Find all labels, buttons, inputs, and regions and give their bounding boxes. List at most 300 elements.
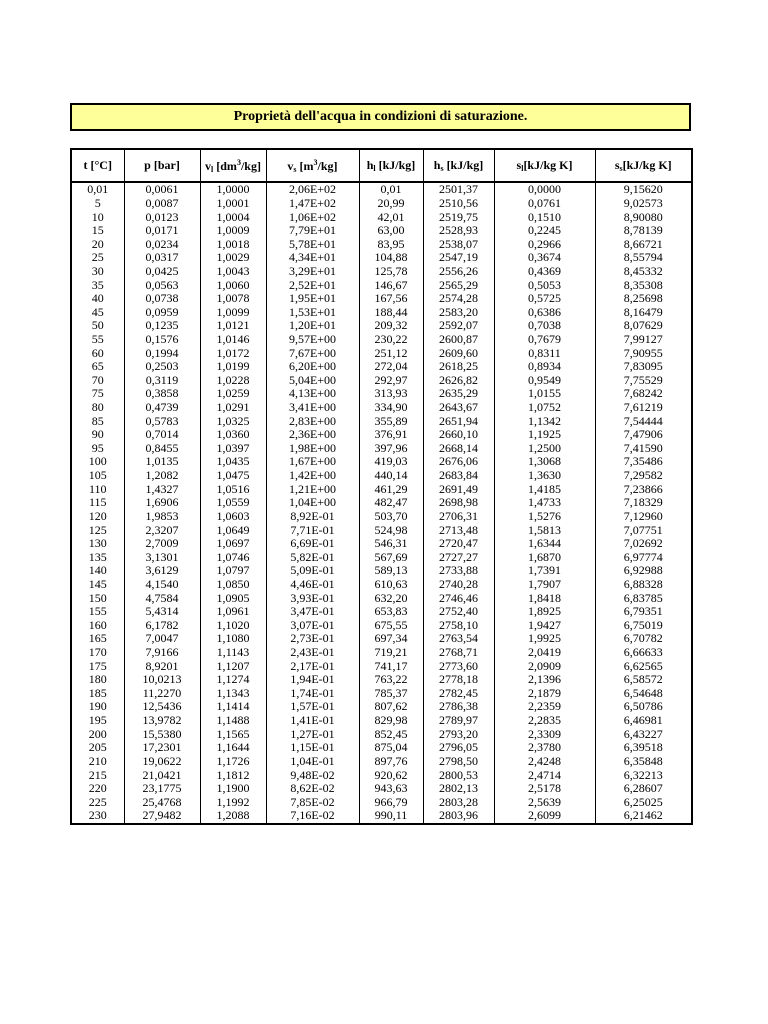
cell-ss: 7,83095 — [595, 360, 692, 374]
cell-hs: 2565,29 — [423, 278, 494, 292]
cell-hs: 2713,48 — [423, 523, 494, 537]
cell-vl: 1,1207 — [200, 659, 266, 673]
cell-vs: 7,79E+01 — [266, 224, 359, 238]
cell-vs: 3,47E-01 — [266, 605, 359, 619]
cell-ss: 8,45332 — [595, 265, 692, 279]
cell-hs: 2643,67 — [423, 401, 494, 415]
cell-ss: 6,32213 — [595, 768, 692, 782]
cell-vl: 1,0043 — [200, 265, 266, 279]
cell-pressure: 0,4739 — [124, 401, 200, 415]
cell-hs: 2800,53 — [423, 768, 494, 782]
table-row — [71, 741, 692, 755]
cell-hs: 2786,38 — [423, 700, 494, 714]
cell-ss: 6,46981 — [595, 714, 692, 728]
cell-sl: 2,4248 — [494, 755, 595, 769]
table-title — [70, 103, 691, 131]
cell-temperature: 195 — [71, 714, 124, 728]
cell-hs: 2600,87 — [423, 333, 494, 347]
table-row — [71, 659, 692, 673]
cell-vl: 1,0905 — [200, 591, 266, 605]
cell-vs: 1,47E+02 — [266, 197, 359, 211]
cell-vl: 1,1080 — [200, 632, 266, 646]
table-row — [71, 809, 692, 824]
cell-temperature: 175 — [71, 659, 124, 673]
cell-temperature: 90 — [71, 428, 124, 442]
cell-vl: 1,0435 — [200, 455, 266, 469]
cell-vl: 1,0009 — [200, 224, 266, 238]
cell-vl: 1,0797 — [200, 564, 266, 578]
cell-ss: 6,92988 — [595, 564, 692, 578]
cell-hs: 2691,49 — [423, 482, 494, 496]
cell-pressure: 7,9166 — [124, 646, 200, 660]
cell-hl: 807,62 — [359, 700, 423, 714]
cell-vs: 1,57E-01 — [266, 700, 359, 714]
header-temperature: t [°C] — [71, 149, 124, 182]
cell-hl: 632,20 — [359, 591, 423, 605]
cell-hl: 355,89 — [359, 414, 423, 428]
cell-sl: 1,2500 — [494, 442, 595, 456]
cell-pressure: 0,0738 — [124, 292, 200, 306]
cell-vl: 1,0259 — [200, 387, 266, 401]
table-row — [71, 496, 692, 510]
cell-vs: 7,85E-02 — [266, 795, 359, 809]
cell-ss: 6,39518 — [595, 741, 692, 755]
cell-hl: 125,78 — [359, 265, 423, 279]
cell-pressure: 0,0123 — [124, 210, 200, 224]
cell-vl: 1,0228 — [200, 374, 266, 388]
cell-temperature: 145 — [71, 578, 124, 592]
table-row — [71, 510, 692, 524]
cell-temperature: 60 — [71, 346, 124, 360]
cell-sl: 1,0752 — [494, 401, 595, 415]
cell-hl: 785,37 — [359, 687, 423, 701]
cell-hl: 741,17 — [359, 659, 423, 673]
cell-vs: 4,34E+01 — [266, 251, 359, 265]
cell-vl: 1,0697 — [200, 537, 266, 551]
cell-sl: 1,7391 — [494, 564, 595, 578]
cell-ss: 7,07751 — [595, 523, 692, 537]
cell-vl: 1,1992 — [200, 795, 266, 809]
cell-sl: 2,6099 — [494, 809, 595, 824]
cell-ss: 6,35848 — [595, 755, 692, 769]
cell-temperature: 25 — [71, 251, 124, 265]
cell-vs: 2,52E+01 — [266, 278, 359, 292]
cell-pressure: 8,9201 — [124, 659, 200, 673]
cell-vl: 1,0018 — [200, 237, 266, 251]
cell-temperature: 200 — [71, 727, 124, 741]
table-row — [71, 578, 692, 592]
cell-temperature: 110 — [71, 482, 124, 496]
cell-vs: 3,93E-01 — [266, 591, 359, 605]
cell-sl: 1,6870 — [494, 550, 595, 564]
cell-hs: 2592,07 — [423, 319, 494, 333]
cell-hs: 2727,27 — [423, 550, 494, 564]
cell-hl: 943,63 — [359, 782, 423, 796]
cell-temperature: 115 — [71, 496, 124, 510]
table-title-text: Proprietà dell'acqua in condizioni di saturazione. — [233, 109, 528, 124]
cell-hs: 2733,88 — [423, 564, 494, 578]
cell-vl: 1,0746 — [200, 550, 266, 564]
table-row — [71, 755, 692, 769]
cell-ss: 7,35486 — [595, 455, 692, 469]
cell-hl: 875,04 — [359, 741, 423, 755]
cell-hs: 2651,94 — [423, 414, 494, 428]
cell-hl: 524,98 — [359, 523, 423, 537]
cell-vl: 1,0397 — [200, 442, 266, 456]
cell-pressure: 0,0959 — [124, 305, 200, 319]
header-specific-volume-liquid: $v_l$ $[dm^3/kg]$ — [200, 149, 266, 182]
cell-temperature: 15 — [71, 224, 124, 238]
cell-hl: 20,99 — [359, 197, 423, 211]
cell-vs: 2,36E+00 — [266, 428, 359, 442]
cell-vl: 1,0516 — [200, 482, 266, 496]
cell-hl: 966,79 — [359, 795, 423, 809]
cell-hs: 2683,84 — [423, 469, 494, 483]
cell-hl: 292,97 — [359, 374, 423, 388]
cell-pressure: 0,7014 — [124, 428, 200, 442]
table-row — [71, 482, 692, 496]
cell-hs: 2660,10 — [423, 428, 494, 442]
cell-vs: 1,42E+00 — [266, 469, 359, 483]
cell-ss: 9,15620 — [595, 182, 692, 197]
cell-sl: 2,5178 — [494, 782, 595, 796]
cell-ss: 8,90080 — [595, 210, 692, 224]
cell-hs: 2668,14 — [423, 442, 494, 456]
header-pressure: p [bar] — [124, 149, 200, 182]
cell-hl: 675,55 — [359, 619, 423, 633]
cell-hs: 2574,28 — [423, 292, 494, 306]
cell-pressure: 7,0047 — [124, 632, 200, 646]
table-row — [71, 537, 692, 551]
cell-ss: 6,62565 — [595, 659, 692, 673]
cell-ss: 7,12960 — [595, 510, 692, 524]
cell-ss: 7,18329 — [595, 496, 692, 510]
cell-sl: 2,3780 — [494, 741, 595, 755]
cell-pressure: 11,2270 — [124, 687, 200, 701]
cell-hs: 2583,20 — [423, 305, 494, 319]
cell-temperature: 30 — [71, 265, 124, 279]
cell-sl: 0,0000 — [494, 182, 595, 197]
cell-vl: 1,1644 — [200, 741, 266, 755]
cell-ss: 7,68242 — [595, 387, 692, 401]
cell-pressure: 1,6906 — [124, 496, 200, 510]
cell-pressure: 23,1775 — [124, 782, 200, 796]
cell-sl: 1,9427 — [494, 619, 595, 633]
cell-ss: 8,55794 — [595, 251, 692, 265]
cell-hl: 610,63 — [359, 578, 423, 592]
cell-pressure: 1,4327 — [124, 482, 200, 496]
cell-hl: 546,31 — [359, 537, 423, 551]
cell-hs: 2789,97 — [423, 714, 494, 728]
cell-hs: 2720,47 — [423, 537, 494, 551]
cell-ss: 8,66721 — [595, 237, 692, 251]
table-row — [71, 714, 692, 728]
table-row — [71, 442, 692, 456]
cell-hs: 2698,98 — [423, 496, 494, 510]
cell-hs: 2802,13 — [423, 782, 494, 796]
cell-pressure: 0,8455 — [124, 442, 200, 456]
cell-hs: 2547,19 — [423, 251, 494, 265]
cell-ss: 7,47906 — [595, 428, 692, 442]
cell-hs: 2618,25 — [423, 360, 494, 374]
cell-vs: 8,92E-01 — [266, 510, 359, 524]
cell-hs: 2796,05 — [423, 741, 494, 755]
cell-hs: 2746,46 — [423, 591, 494, 605]
cell-ss: 6,79351 — [595, 605, 692, 619]
cell-ss: 7,61219 — [595, 401, 692, 415]
cell-vl: 1,0559 — [200, 496, 266, 510]
cell-hl: 313,93 — [359, 387, 423, 401]
cell-temperature: 80 — [71, 401, 124, 415]
cell-temperature: 210 — [71, 755, 124, 769]
cell-vl: 1,0961 — [200, 605, 266, 619]
cell-ss: 6,97774 — [595, 550, 692, 564]
cell-pressure: 0,0563 — [124, 278, 200, 292]
cell-vs: 7,67E+00 — [266, 346, 359, 360]
cell-hl: 829,98 — [359, 714, 423, 728]
cell-sl: 1,6344 — [494, 537, 595, 551]
cell-vs: 9,57E+00 — [266, 333, 359, 347]
cell-temperature: 150 — [71, 591, 124, 605]
cell-vl: 1,0360 — [200, 428, 266, 442]
cell-temperature: 170 — [71, 646, 124, 660]
cell-hl: 376,91 — [359, 428, 423, 442]
cell-hl: 146,67 — [359, 278, 423, 292]
table-row — [71, 305, 692, 319]
cell-pressure: 0,3119 — [124, 374, 200, 388]
cell-hs: 2510,56 — [423, 197, 494, 211]
cell-pressure: 0,1576 — [124, 333, 200, 347]
cell-vs: 1,04E-01 — [266, 755, 359, 769]
cell-hl: 461,29 — [359, 482, 423, 496]
cell-temperature: 95 — [71, 442, 124, 456]
table-row — [71, 727, 692, 741]
cell-hs: 2626,82 — [423, 374, 494, 388]
cell-sl: 0,6386 — [494, 305, 595, 319]
table-row — [71, 237, 692, 251]
cell-hl: 920,62 — [359, 768, 423, 782]
cell-vs: 3,07E-01 — [266, 619, 359, 633]
cell-sl: 1,8925 — [494, 605, 595, 619]
cell-sl: 1,9925 — [494, 632, 595, 646]
cell-temperature: 70 — [71, 374, 124, 388]
cell-vl: 1,0850 — [200, 578, 266, 592]
cell-pressure: 0,3858 — [124, 387, 200, 401]
table-row — [71, 605, 692, 619]
cell-vs: 2,06E+02 — [266, 182, 359, 197]
cell-hl: 763,22 — [359, 673, 423, 687]
cell-temperature: 20 — [71, 237, 124, 251]
cell-pressure: 13,9782 — [124, 714, 200, 728]
cell-vl: 1,0172 — [200, 346, 266, 360]
cell-vs: 1,41E-01 — [266, 714, 359, 728]
cell-temperature: 40 — [71, 292, 124, 306]
cell-hl: 83,95 — [359, 237, 423, 251]
cell-vs: 1,04E+00 — [266, 496, 359, 510]
cell-hl: 230,22 — [359, 333, 423, 347]
table-row — [71, 768, 692, 782]
cell-hl: 0,01 — [359, 182, 423, 197]
cell-sl: 0,7679 — [494, 333, 595, 347]
cell-temperature: 45 — [71, 305, 124, 319]
cell-temperature: 10 — [71, 210, 124, 224]
table-row — [71, 319, 692, 333]
cell-hl: 440,14 — [359, 469, 423, 483]
cell-vs: 6,69E-01 — [266, 537, 359, 551]
cell-hl: 272,04 — [359, 360, 423, 374]
cell-vs: 1,98E+00 — [266, 442, 359, 456]
cell-ss: 6,75019 — [595, 619, 692, 633]
cell-vs: 1,67E+00 — [266, 455, 359, 469]
saturation-table — [70, 148, 693, 825]
cell-sl: 0,8934 — [494, 360, 595, 374]
cell-ss: 7,41590 — [595, 442, 692, 456]
cell-ss: 6,25025 — [595, 795, 692, 809]
cell-temperature: 100 — [71, 455, 124, 469]
cell-ss: 7,99127 — [595, 333, 692, 347]
cell-hl: 567,69 — [359, 550, 423, 564]
header-enthalpy-liquid: $h_l$ [kJ/kg] — [359, 149, 423, 182]
cell-temperature: 225 — [71, 795, 124, 809]
table-row — [71, 333, 692, 347]
cell-sl: 2,2835 — [494, 714, 595, 728]
cell-sl: 1,4185 — [494, 482, 595, 496]
table-row — [71, 646, 692, 660]
table-row — [71, 619, 692, 633]
cell-sl: 2,5639 — [494, 795, 595, 809]
cell-temperature: 5 — [71, 197, 124, 211]
cell-pressure: 21,0421 — [124, 768, 200, 782]
cell-ss: 7,02692 — [595, 537, 692, 551]
cell-temperature: 55 — [71, 333, 124, 347]
cell-vs: 9,48E-02 — [266, 768, 359, 782]
cell-vs: 1,27E-01 — [266, 727, 359, 741]
cell-pressure: 0,0171 — [124, 224, 200, 238]
cell-temperature: 165 — [71, 632, 124, 646]
cell-vl: 1,1414 — [200, 700, 266, 714]
cell-pressure: 25,4768 — [124, 795, 200, 809]
cell-sl: 2,1396 — [494, 673, 595, 687]
cell-vl: 1,1488 — [200, 714, 266, 728]
table-row — [71, 469, 692, 483]
header-entropy-vapor: $s_s[kJ/kg$ K] — [595, 149, 692, 182]
cell-hs: 2793,20 — [423, 727, 494, 741]
cell-ss: 7,29582 — [595, 469, 692, 483]
cell-sl: 0,3674 — [494, 251, 595, 265]
cell-vs: 1,21E+00 — [266, 482, 359, 496]
cell-sl: 1,0155 — [494, 387, 595, 401]
cell-vl: 1,1900 — [200, 782, 266, 796]
cell-pressure: 0,1235 — [124, 319, 200, 333]
cell-hl: 589,13 — [359, 564, 423, 578]
cell-vl: 1,1343 — [200, 687, 266, 701]
cell-vl: 1,1143 — [200, 646, 266, 660]
cell-ss: 6,88328 — [595, 578, 692, 592]
cell-vl: 1,0121 — [200, 319, 266, 333]
cell-sl: 1,5276 — [494, 510, 595, 524]
cell-temperature: 50 — [71, 319, 124, 333]
cell-pressure: 1,9853 — [124, 510, 200, 524]
cell-vs: 2,83E+00 — [266, 414, 359, 428]
cell-ss: 6,43227 — [595, 727, 692, 741]
cell-sl: 1,5813 — [494, 523, 595, 537]
cell-vl: 1,0199 — [200, 360, 266, 374]
cell-sl: 0,2245 — [494, 224, 595, 238]
cell-temperature: 220 — [71, 782, 124, 796]
cell-ss: 6,70782 — [595, 632, 692, 646]
cell-vs: 1,95E+01 — [266, 292, 359, 306]
cell-hl: 209,32 — [359, 319, 423, 333]
cell-pressure: 3,1301 — [124, 550, 200, 564]
cell-hl: 419,03 — [359, 455, 423, 469]
cell-vl: 1,0603 — [200, 510, 266, 524]
table-row — [71, 278, 692, 292]
cell-hl: 482,47 — [359, 496, 423, 510]
cell-sl: 2,0909 — [494, 659, 595, 673]
cell-vl: 1,1565 — [200, 727, 266, 741]
cell-sl: 0,1510 — [494, 210, 595, 224]
cell-sl: 1,8418 — [494, 591, 595, 605]
cell-hl: 251,12 — [359, 346, 423, 360]
cell-temperature: 125 — [71, 523, 124, 537]
cell-vl: 1,1274 — [200, 673, 266, 687]
cell-hl: 852,45 — [359, 727, 423, 741]
header-enthalpy-vapor: $h_s$ [kJ/kg] — [423, 149, 494, 182]
cell-vs: 5,09E-01 — [266, 564, 359, 578]
cell-hs: 2676,06 — [423, 455, 494, 469]
cell-pressure: 5,4314 — [124, 605, 200, 619]
cell-temperature: 0,01 — [71, 182, 124, 197]
cell-hs: 2501,37 — [423, 182, 494, 197]
table-row — [71, 428, 692, 442]
cell-hs: 2768,71 — [423, 646, 494, 660]
cell-ss: 6,50786 — [595, 700, 692, 714]
cell-sl: 0,9549 — [494, 374, 595, 388]
cell-temperature: 85 — [71, 414, 124, 428]
cell-ss: 6,21462 — [595, 809, 692, 824]
table-row — [71, 197, 692, 211]
cell-hl: 719,21 — [359, 646, 423, 660]
cell-temperature: 130 — [71, 537, 124, 551]
cell-vl: 1,0146 — [200, 333, 266, 347]
cell-vs: 4,13E+00 — [266, 387, 359, 401]
cell-hl: 63,00 — [359, 224, 423, 238]
cell-hs: 2803,96 — [423, 809, 494, 824]
cell-hl: 334,90 — [359, 401, 423, 415]
cell-sl: 2,0419 — [494, 646, 595, 660]
cell-ss: 7,90955 — [595, 346, 692, 360]
cell-sl: 1,1925 — [494, 428, 595, 442]
cell-hs: 2752,40 — [423, 605, 494, 619]
table-row — [71, 523, 692, 537]
cell-vl: 1,0649 — [200, 523, 266, 537]
cell-sl: 0,0761 — [494, 197, 595, 211]
cell-sl: 2,4714 — [494, 768, 595, 782]
cell-ss: 8,35308 — [595, 278, 692, 292]
cell-vs: 1,94E-01 — [266, 673, 359, 687]
cell-hs: 2556,26 — [423, 265, 494, 279]
cell-ss: 8,07629 — [595, 319, 692, 333]
cell-ss: 7,54444 — [595, 414, 692, 428]
cell-ss: 6,58572 — [595, 673, 692, 687]
cell-vl: 1,0000 — [200, 182, 266, 197]
cell-hl: 397,96 — [359, 442, 423, 456]
cell-vl: 1,0078 — [200, 292, 266, 306]
table-row — [71, 374, 692, 388]
cell-hs: 2609,60 — [423, 346, 494, 360]
cell-pressure: 0,0317 — [124, 251, 200, 265]
table-row — [71, 782, 692, 796]
